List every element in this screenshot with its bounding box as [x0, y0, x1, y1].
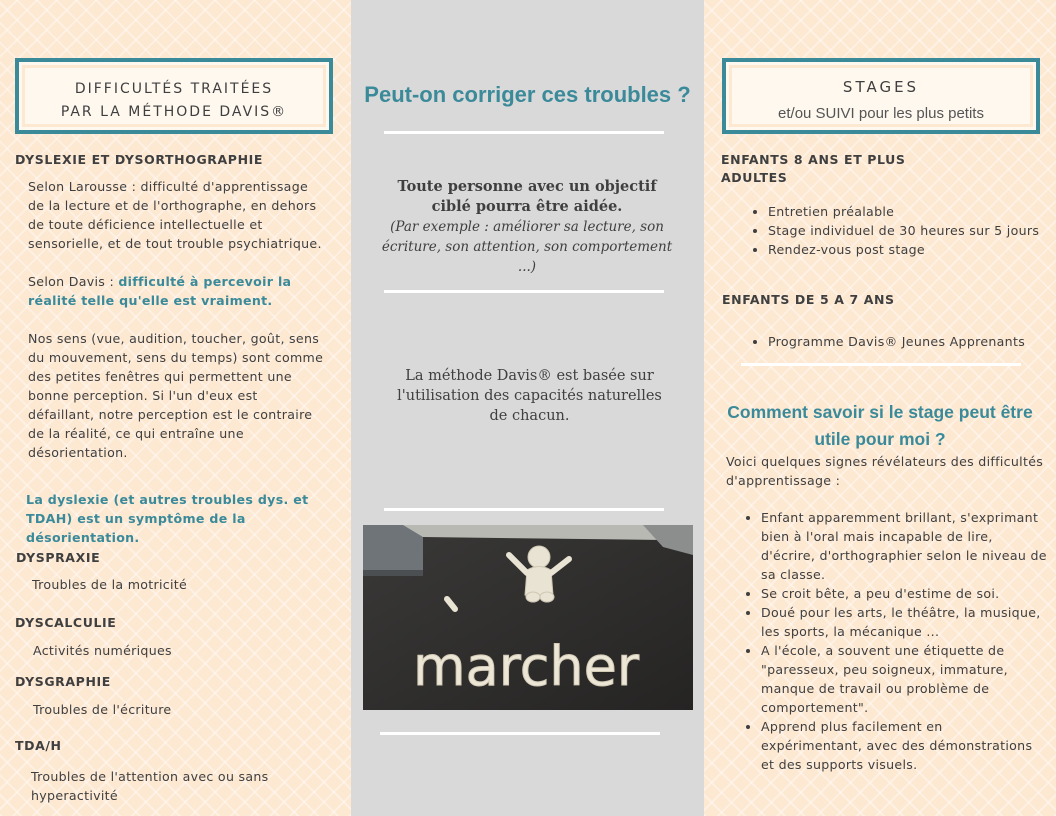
- dyscalculie-heading: DYSCALCULIE: [15, 615, 117, 630]
- aid-statement: [377, 177, 677, 277]
- sign-item-3: • Doué pour les arts, le théâtre, la musique, les sports, la mécanique ...: [761, 603, 1048, 641]
- divider-4: [380, 732, 660, 735]
- left-panel: [0, 0, 351, 816]
- aid-statement-example: (Par exemple : améliorer sa lecture, son écriture, son attention, son comportement ...): [381, 219, 673, 275]
- davis-definition-highlight: difficulté à percevoir la réalité telle qu'elle est vraiment.: [28, 274, 292, 308]
- dyspraxie-heading: DYSPRAXIE: [16, 550, 101, 565]
- signs-intro: Voici quelques signes révélateurs des difficultés d'apprentissage :: [726, 454, 1044, 488]
- divider-5: [741, 363, 1021, 366]
- difficulties-title-line1: DIFFICULTÉS TRAITÉES: [74, 81, 274, 97]
- dysgraphie-heading: DYSGRAPHIE: [15, 674, 111, 689]
- group1-item-1: • Entretien préalable: [768, 202, 1050, 221]
- divider-3: [384, 508, 664, 511]
- group1-heading-line1: ENFANTS 8 ANS ET PLUS: [721, 152, 906, 167]
- group1-list: [750, 202, 1050, 259]
- sign-item-4: • A l'école, a souvent une étiquette de "paresseux, peu soigneux, immature, manque de travail ou problème de comportement".: [761, 641, 1048, 717]
- difficulties-title-line2: PAR LA MÉTHODE DAVIS®: [60, 104, 288, 120]
- group1-heading-line2: ADULTES: [721, 170, 788, 185]
- stages-title: STAGES: [842, 78, 920, 96]
- dyspraxie-text: Troubles de la motricité: [32, 577, 188, 592]
- group2-heading: ENFANTS DE 5 A 7 ANS: [722, 292, 895, 307]
- dyscalculie-text: Activités numériques: [33, 643, 172, 658]
- group2-list: [750, 332, 1050, 351]
- stages-subtitle: et/ou SUIVI pour les plus petits: [778, 105, 984, 122]
- tdah-heading: TDA/H: [15, 738, 62, 753]
- divider-1: [384, 131, 664, 134]
- dysgraphie-text: Troubles de l'écriture: [33, 702, 172, 717]
- senses-paragraph: Nos sens (vue, audition, toucher, goût, sens du mouvement, sens du temps) sont comme des petites fenêtres qui permettent une bonne perception. Si l'un d'eux est défaillant, notre perception est le contraire de la réalité, ce qui entraîne une désorientation.: [28, 331, 324, 460]
- stages-title-box: [722, 58, 1040, 134]
- stage-usefulness-question: Comment savoir si le stage peut être utile pour moi ?: [727, 402, 1033, 449]
- tdah-text: Troubles de l'attention avec ou sans hyperactivité: [31, 769, 269, 803]
- sign-item-5: • Apprend plus facilement en expérimentant, avec des démonstrations et des supports visuels.: [761, 717, 1048, 774]
- aid-statement-bold: Toute personne avec un objectif ciblé pourra être aidée.: [397, 178, 657, 215]
- divider-2: [384, 290, 664, 293]
- signs-list: [743, 508, 1048, 774]
- photo-clay-word: marcher: [413, 635, 640, 698]
- sign-item-1: • Enfant apparemment brillant, s'exprimant bien à l'oral mais incapable de lire, d'écrire, d'orthographier selon le niveau de sa classe.: [761, 508, 1048, 584]
- difficulties-title-box: [15, 58, 333, 134]
- group1-item-2: • Stage individuel de 30 heures sur 5 jours: [768, 221, 1050, 240]
- sign-item-2: • Se croit bête, a peu d'estime de soi.: [761, 584, 1048, 603]
- group1-item-3: • Rendez-vous post stage: [768, 240, 1050, 259]
- davis-definition: [28, 272, 328, 310]
- clay-photo-image: [363, 525, 693, 710]
- middle-panel: [351, 0, 704, 816]
- larousse-definition: Selon Larousse : difficulté d'apprentissage de la lecture et de l'orthographe, en dehors de toute déficience intellectuelle et sensorielle, et de tout trouble psychiatrique.: [28, 179, 322, 251]
- dyslexie-heading: DYSLEXIE ET DYSORTHOGRAPHIE: [15, 152, 264, 167]
- symptom-statement: La dyslexie (et autres troubles dys. et TDAH) est un symptôme de la désorientation.: [26, 492, 309, 545]
- clay-word-photo: [363, 525, 693, 710]
- davis-definition-prefix: Selon Davis :: [28, 274, 119, 289]
- correction-question-title: Peut-on corriger ces troubles ?: [364, 82, 691, 107]
- right-panel: [704, 0, 1056, 816]
- group2-item-1: • Programme Davis® Jeunes Apprenants: [768, 332, 1050, 351]
- method-statement: La méthode Davis® est basée sur l'utilisation des capacités naturelles de chacun.: [397, 368, 662, 424]
- group1-heading: [721, 151, 906, 187]
